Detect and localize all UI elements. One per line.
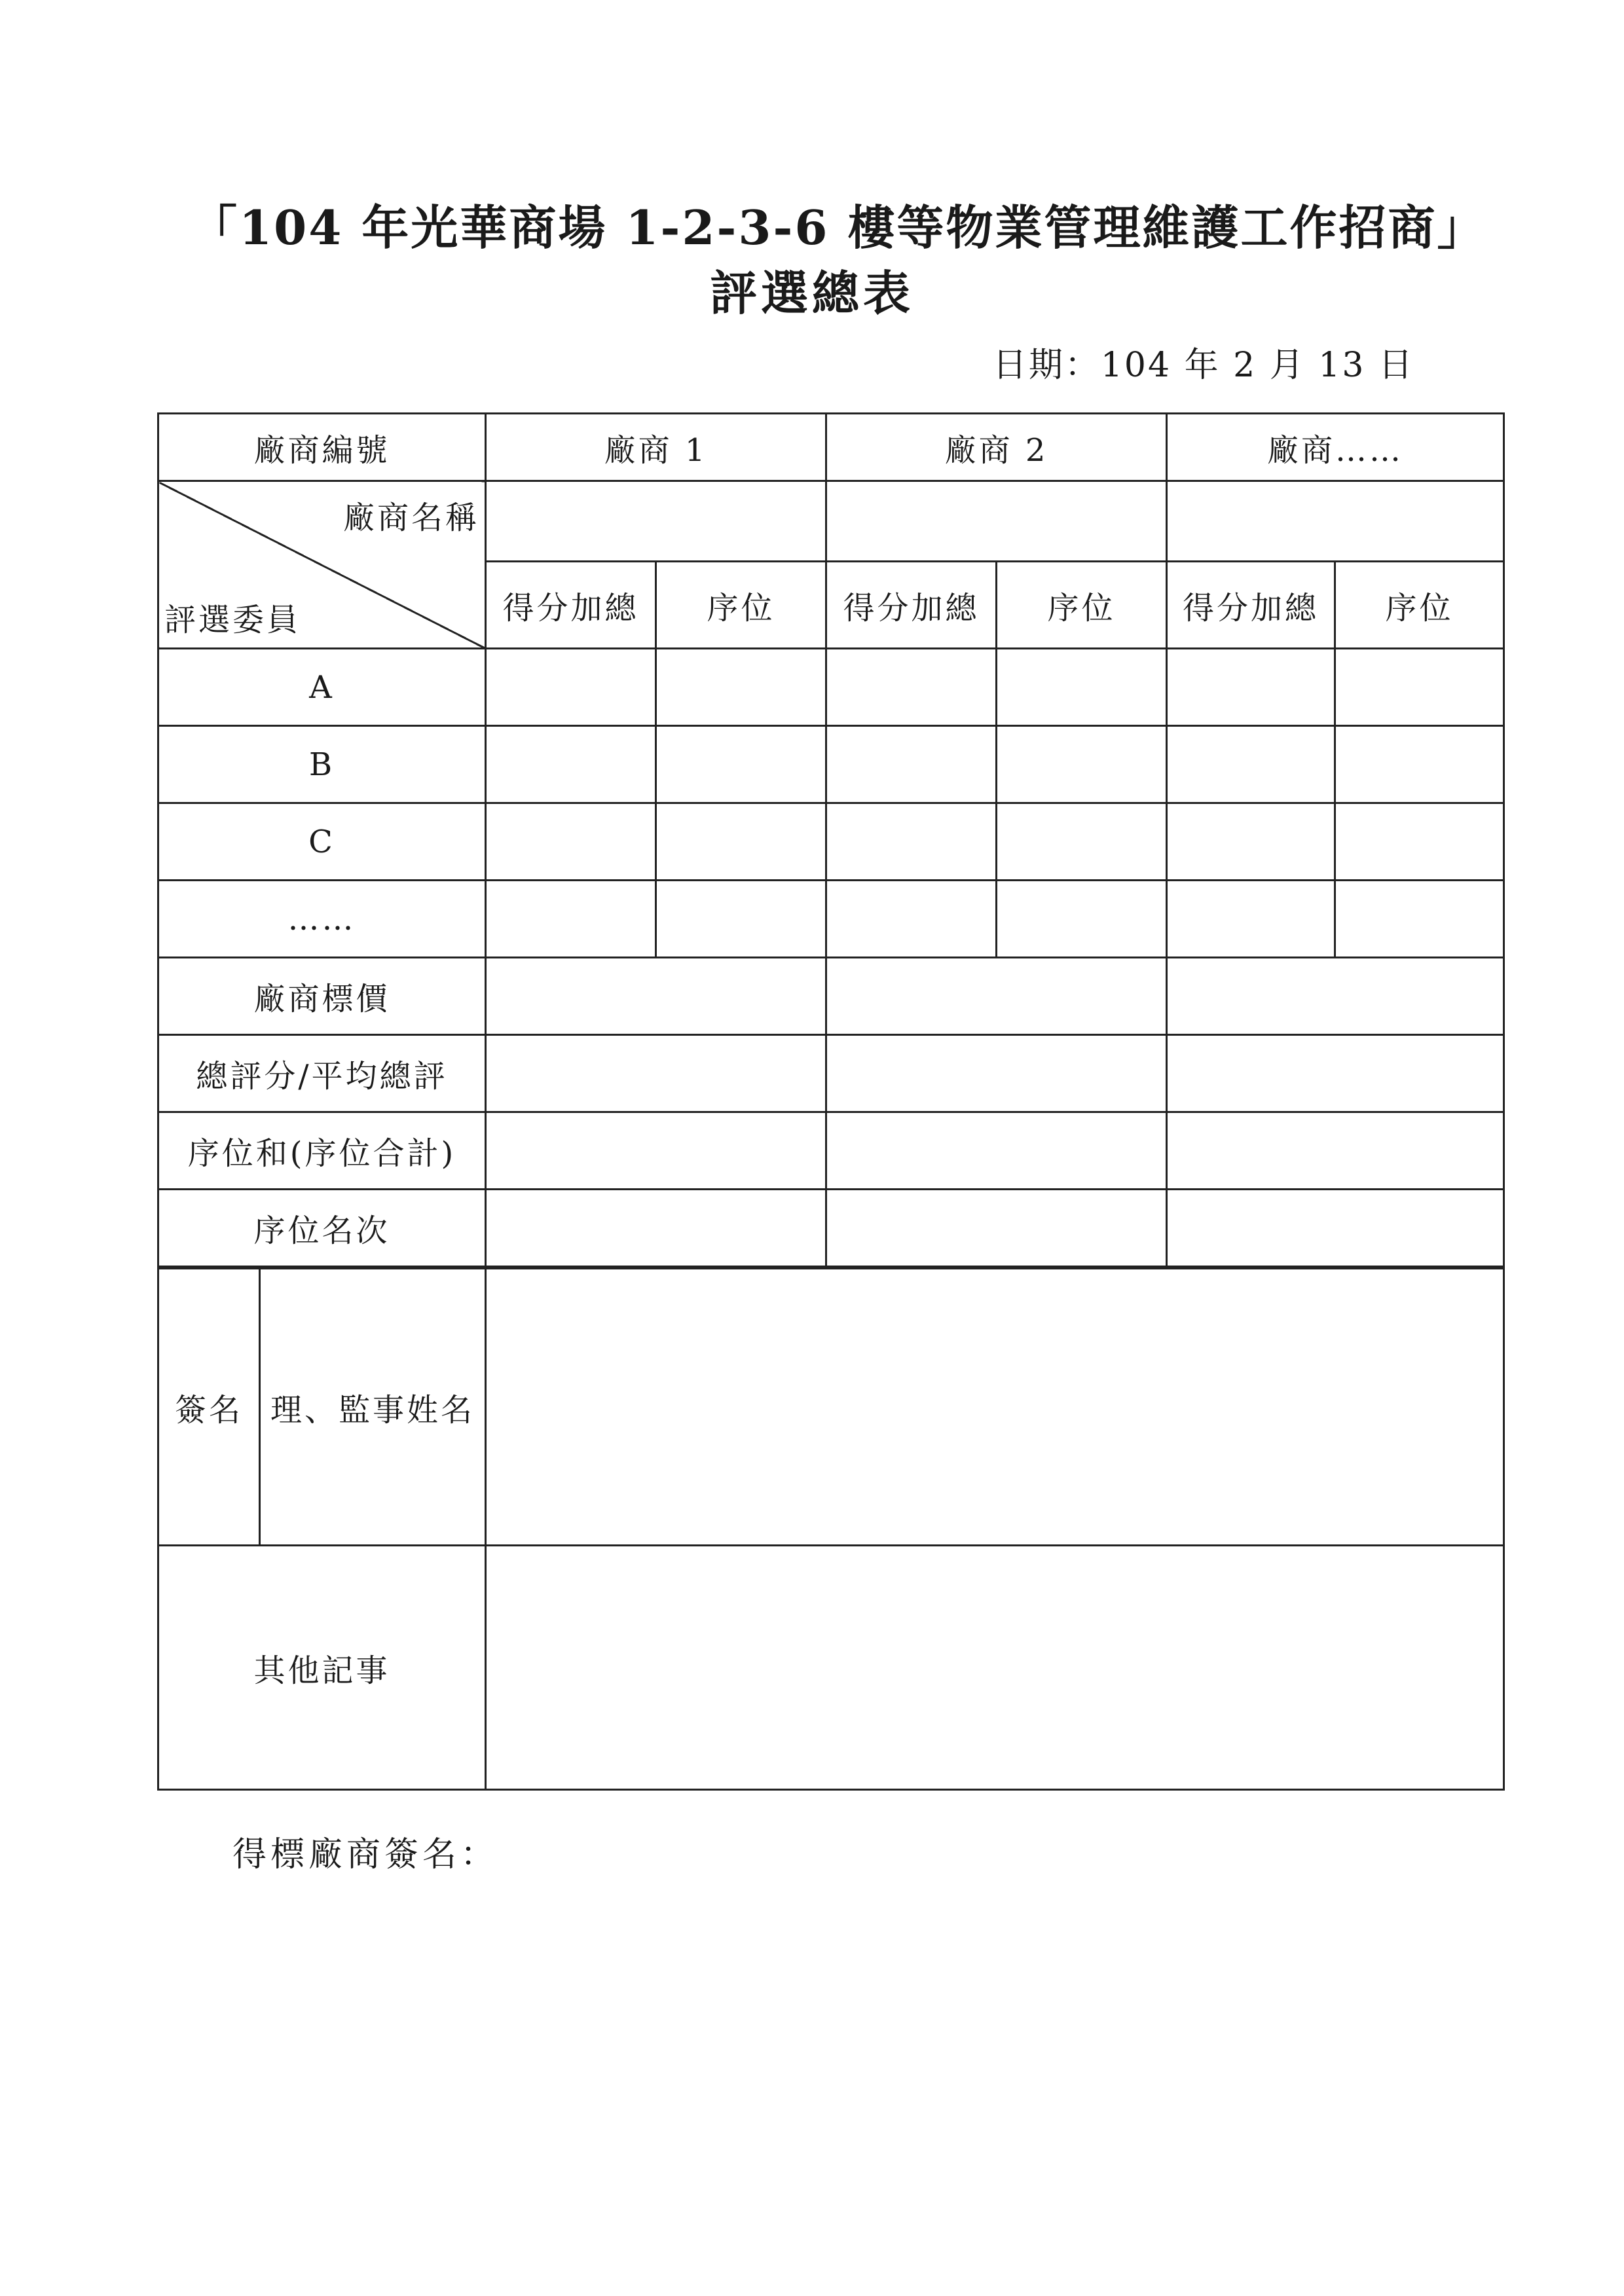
member-label: A [158,649,486,726]
vendor-more-score-header: 得分加總 [1167,562,1335,649]
score-cell [1167,726,1335,803]
member-label: B [158,726,486,803]
vendor-number-row [158,414,1504,481]
member-label: …… [158,881,486,958]
vendor-1-score-header: 得分加總 [486,562,656,649]
document-date: 日期：104 年 2 月 13 日 [992,346,1414,385]
notes-area [486,1546,1504,1790]
vendor-more-header: 廠商…… [1167,414,1504,481]
diagonal-header-cell [158,481,486,649]
score-cell [1167,881,1335,958]
summary-row [158,1190,1504,1268]
score-cell [486,726,656,803]
rank-cell [1335,881,1504,958]
score-cell [486,803,656,881]
signature-area [486,1267,1504,1546]
rank-cell [997,803,1167,881]
vendor-2-name-cell [826,481,1167,562]
total-score-label: 總評分/平均總評 [158,1035,486,1112]
summary-row [158,958,1504,1035]
member-row [158,726,1504,803]
score-cell [486,649,656,726]
rank-cell [656,881,826,958]
summary-cell [826,958,1167,1035]
summary-cell [486,1112,826,1190]
rank-cell [1335,649,1504,726]
vendor-number-header: 廠商編號 [158,414,486,481]
document-title: 「104 年光華商場 1-2-3-6 樓等物業管理維護工作招商」 [190,200,1486,255]
director-name-label: 理、監事姓名 [260,1267,486,1546]
rank-cell [656,649,826,726]
rank-cell [656,803,826,881]
rank-cell [1335,803,1504,881]
bid-price-label: 廠商標價 [158,958,486,1035]
vendor-1-rank-header: 序位 [656,562,826,649]
score-cell [826,649,997,726]
committee-label: 評選委員 [164,602,301,638]
rank-cell [1335,726,1504,803]
vendor-1-name-cell [486,481,826,562]
sign-label: 簽名 [158,1267,260,1546]
document-subtitle: 評選總表 [709,265,914,321]
score-cell [826,881,997,958]
summary-cell [486,958,826,1035]
score-cell [486,881,656,958]
rank-cell [997,881,1167,958]
rank-sum-label: 序位和(序位合計) [158,1112,486,1190]
vendor-name-label: 廠商名稱 [343,500,480,536]
summary-cell [826,1112,1167,1190]
summary-row [158,1035,1504,1112]
score-cell [1167,649,1335,726]
member-row [158,881,1504,958]
vendor-2-header: 廠商 2 [826,414,1167,481]
member-row [158,649,1504,726]
vendor-1-header: 廠商 1 [486,414,826,481]
member-row [158,803,1504,881]
summary-cell [826,1190,1167,1268]
vendor-name-row [158,481,1504,562]
score-cell [826,726,997,803]
evaluation-table [157,412,1505,1791]
summary-row [158,1112,1504,1190]
summary-cell [826,1035,1167,1112]
vendor-2-rank-header: 序位 [997,562,1167,649]
score-cell [826,803,997,881]
summary-cell [1167,1112,1504,1190]
summary-cell [1167,1190,1504,1268]
notes-row [158,1546,1504,1790]
vendor-2-score-header: 得分加總 [826,562,997,649]
rank-cell [656,726,826,803]
rank-cell [997,649,1167,726]
winner-signature-label: 得標廠商簽名： [232,1835,499,1874]
summary-cell [1167,1035,1504,1112]
vendor-more-name-cell [1167,481,1504,562]
vendor-more-rank-header: 序位 [1335,562,1504,649]
summary-cell [486,1190,826,1268]
score-cell [1167,803,1335,881]
signature-row [158,1267,1504,1546]
notes-label: 其他記事 [158,1546,486,1790]
summary-cell [1167,958,1504,1035]
summary-cell [486,1035,826,1112]
member-label: C [158,803,486,881]
rank-cell [997,726,1167,803]
final-rank-label: 序位名次 [158,1190,486,1268]
